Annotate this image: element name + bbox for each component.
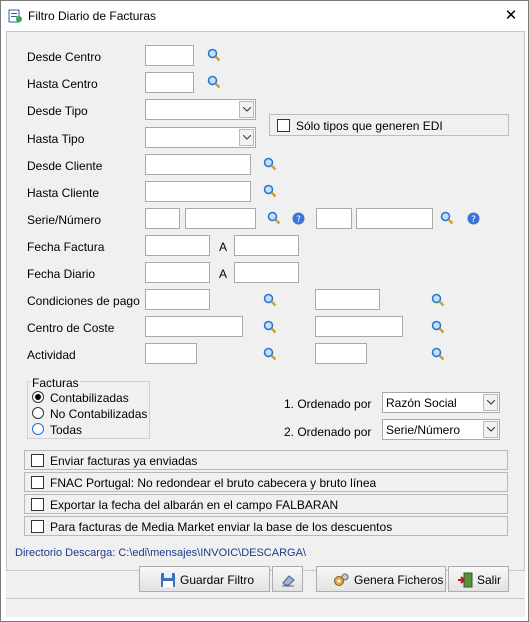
hasta-centro-label: Hasta Centro: [27, 77, 98, 91]
hasta-tipo-label: Hasta Tipo: [27, 132, 85, 146]
numero-desde-input[interactable]: [185, 208, 256, 229]
solo-edi-checkbox[interactable]: [277, 119, 290, 132]
edi-checkbox-container: [269, 114, 509, 136]
combo-value: Serie/Número: [386, 423, 461, 437]
svg-text:?: ?: [296, 215, 301, 225]
range-separator: A: [219, 267, 228, 281]
option-media-market: [24, 516, 508, 536]
magnifier-icon[interactable]: [431, 293, 445, 307]
window-title: Filtro Diario de Facturas: [28, 9, 157, 23]
magnifier-icon[interactable]: [263, 347, 277, 361]
centro-coste-to-input[interactable]: [315, 316, 403, 337]
condiciones-pago-from-input[interactable]: [145, 289, 210, 310]
magnifier-icon[interactable]: [431, 320, 445, 334]
fecha-diario-label: Fecha Diario: [27, 267, 96, 281]
combo-value: Razón Social: [386, 396, 457, 410]
exit-label: Salir: [477, 573, 502, 587]
radio-contabilizadas[interactable]: [32, 391, 44, 403]
magnifier-icon[interactable]: [207, 48, 221, 62]
option-checkbox[interactable]: [31, 454, 44, 467]
close-icon[interactable]: ✕: [504, 7, 518, 24]
help-icon[interactable]: [467, 212, 480, 225]
save-filter-label: Guardar Filtro: [180, 573, 255, 587]
dialog-body: [6, 31, 525, 617]
option-label: Enviar facturas ya enviadas: [50, 454, 198, 468]
hasta-centro-input[interactable]: [145, 72, 194, 93]
radio-todas[interactable]: [32, 423, 44, 435]
download-directory: Directorio Descarga: C:\edi\mensajes\INVOIC\DESCARGA\: [15, 547, 306, 559]
status-bar: [6, 598, 525, 617]
save-disk-icon: [160, 572, 176, 588]
centro-coste-from-input[interactable]: [145, 316, 243, 337]
generate-files-label: Genera Ficheros: [354, 573, 444, 587]
radio-todas-label: Todas: [50, 423, 83, 437]
actividad-from-input[interactable]: [145, 343, 197, 364]
fecha-factura-to-input[interactable]: [234, 235, 299, 256]
eraser-icon: [280, 572, 296, 588]
ordenado-por-1-label: 1. Ordenado por: [284, 397, 372, 411]
option-enviar-ya-enviadas: [24, 450, 508, 470]
exit-door-icon: [457, 572, 473, 588]
serie-numero-label: Serie/Número: [27, 213, 102, 227]
save-filter-button[interactable]: [139, 566, 270, 592]
filter-panel: [6, 31, 525, 571]
chevron-down-icon[interactable]: [239, 101, 254, 118]
solo-edi-label: Sólo tipos que generen EDI: [296, 119, 443, 133]
help-icon[interactable]: [292, 212, 305, 225]
fecha-diario-from-input[interactable]: [145, 262, 210, 283]
desde-tipo-combo[interactable]: [145, 99, 256, 120]
ordenado-por-1-combo[interactable]: [382, 392, 500, 413]
option-label: Exportar la fecha del albarán en el campo FALBARAN: [50, 498, 339, 512]
fecha-diario-to-input[interactable]: [234, 262, 299, 283]
ordenado-por-2-label: 2. Ordenado por: [284, 425, 372, 439]
magnifier-icon[interactable]: [263, 320, 277, 334]
option-label: FNAC Portugal: No redondear el bruto cabecera y bruto línea: [50, 476, 377, 490]
chevron-down-icon[interactable]: [239, 129, 254, 146]
option-checkbox[interactable]: [31, 476, 44, 489]
ordenado-por-2-combo[interactable]: [382, 419, 500, 440]
condiciones-pago-to-input[interactable]: [315, 289, 380, 310]
chevron-down-icon[interactable]: [483, 421, 498, 438]
condiciones-pago-label: Condiciones de pago: [27, 294, 140, 308]
desde-tipo-label: Desde Tipo: [27, 104, 88, 118]
magnifier-icon[interactable]: [431, 347, 445, 361]
option-fnac-portugal: [24, 472, 508, 492]
actividad-to-input[interactable]: [315, 343, 367, 364]
fecha-factura-from-input[interactable]: [145, 235, 210, 256]
magnifier-icon[interactable]: [263, 184, 277, 198]
desde-cliente-label: Desde Cliente: [27, 159, 103, 173]
serie-desde-input[interactable]: [145, 208, 180, 229]
desde-centro-input[interactable]: [145, 45, 194, 66]
magnifier-icon[interactable]: [263, 157, 277, 171]
range-separator: A: [219, 240, 228, 254]
magnifier-icon[interactable]: [440, 211, 454, 225]
magnifier-icon[interactable]: [263, 293, 277, 307]
clear-button[interactable]: [272, 566, 303, 592]
hasta-cliente-label: Hasta Cliente: [27, 186, 100, 200]
svg-text:?: ?: [471, 215, 476, 225]
radio-no-contabilizadas-label: No Contabilizadas: [50, 407, 148, 421]
option-exportar-fecha-albaran: [24, 494, 508, 514]
exit-button[interactable]: [448, 566, 509, 592]
centro-coste-label: Centro de Coste: [27, 321, 115, 335]
hasta-tipo-combo[interactable]: [145, 127, 256, 148]
radio-no-contabilizadas[interactable]: [32, 407, 44, 419]
facturas-group-title: Facturas: [32, 376, 79, 390]
hasta-cliente-input[interactable]: [145, 181, 251, 202]
desde-centro-label: Desde Centro: [27, 50, 102, 64]
fecha-factura-label: Fecha Factura: [27, 240, 105, 254]
desde-cliente-input[interactable]: [145, 154, 251, 175]
chevron-down-icon[interactable]: [483, 394, 498, 411]
radio-contabilizadas-label: Contabilizadas: [50, 391, 129, 405]
app-icon: [8, 9, 22, 23]
numero-hasta-input[interactable]: [356, 208, 433, 229]
magnifier-icon[interactable]: [207, 75, 221, 89]
gears-icon: [333, 572, 349, 588]
actividad-label: Actividad: [27, 348, 76, 362]
option-checkbox[interactable]: [31, 498, 44, 511]
option-label: Para facturas de Media Market enviar la base de los descuentos: [50, 520, 393, 534]
generate-files-button[interactable]: [316, 566, 446, 592]
serie-hasta-input[interactable]: [316, 208, 352, 229]
title-bar[interactable]: [1, 1, 528, 31]
option-checkbox[interactable]: [31, 520, 44, 533]
magnifier-icon[interactable]: [267, 211, 281, 225]
